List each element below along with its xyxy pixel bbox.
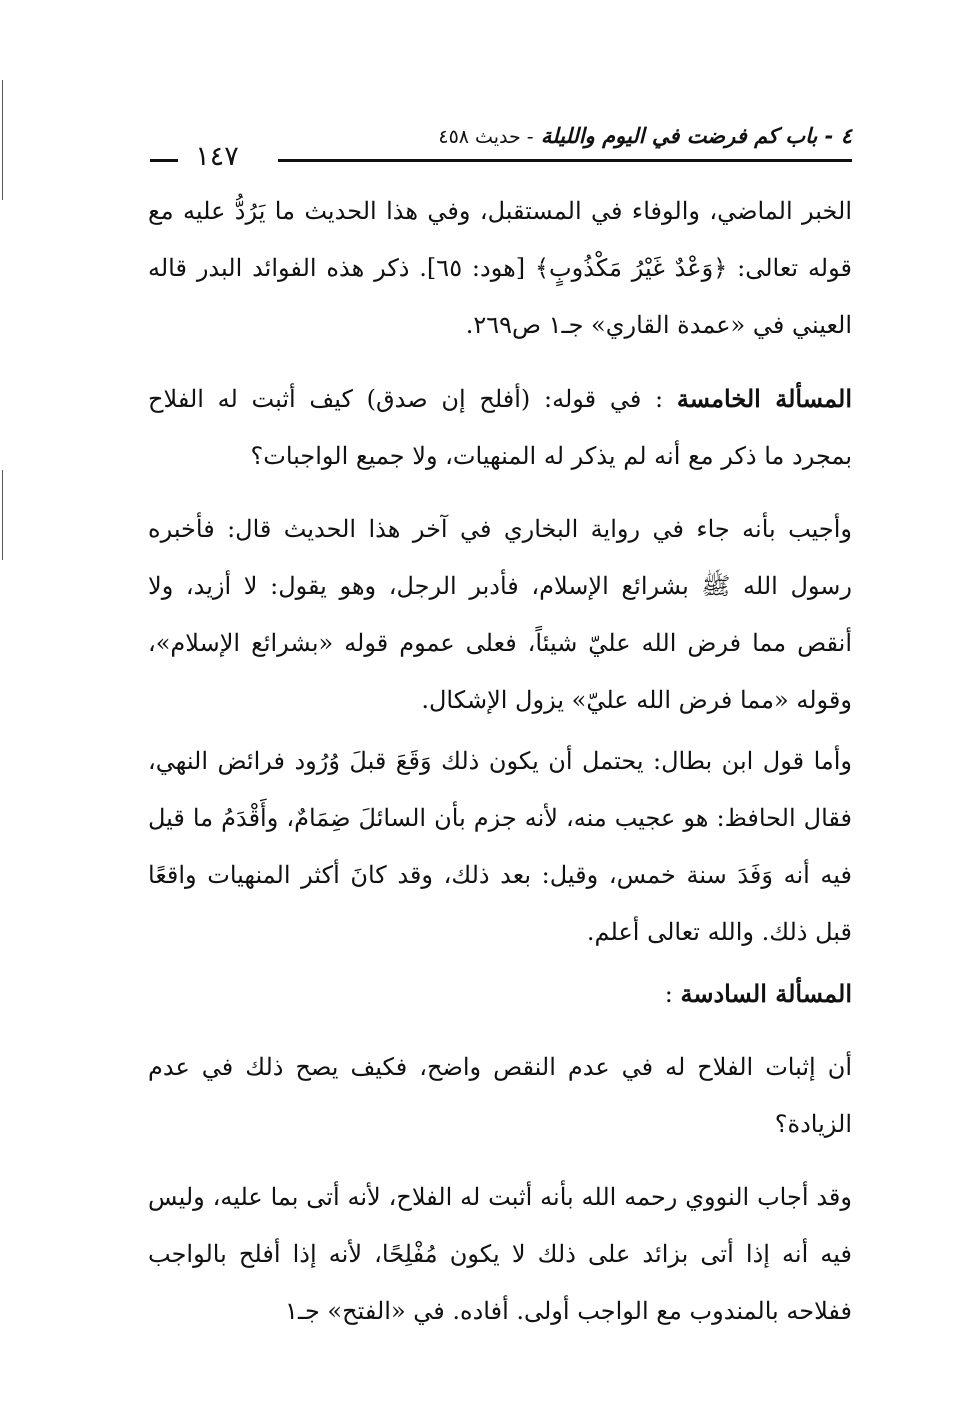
chapter-title <box>438 120 852 153</box>
page-number-dash <box>150 159 178 162</box>
paragraph-2 <box>148 370 852 485</box>
hadith-number: - حديث ٤٥٨ <box>438 126 534 148</box>
paragraph-4 <box>148 733 852 961</box>
paragraph-5 <box>148 965 852 1023</box>
section-label-fifth: المسألة الخامسة <box>676 384 852 413</box>
paragraph-text: وأجيب بأنه جاء في رواية البخاري في آخر هذا الحديث قال: فأخبره رسول الله ﷺ بشرائع الإسلام، فأدبر الرجل، وهو يقول: لا أزيد، ولا أنقص مما فرض الله عليّ شيئاً، فعلى عموم قوله «بشرائع الإسلام»، وقوله «مما فرض الله عليّ» يزول الإشكال. <box>148 515 852 714</box>
paragraph-7 <box>148 1169 852 1340</box>
header-rule <box>278 159 852 162</box>
paragraph-text: : <box>664 980 673 1008</box>
paragraph-text: وأما قول ابن بطال: يحتمل أن يكون ذلك وَقَعَ قبلَ وُرُود فرائض النهي، فقال الحافظ: هو عجيب منه، لأنه جزم بأن السائلَ ضِمَامٌ، وأَقْدَمُ ما قيل فيه أنه وَفَدَ سنة خمس، وقيل: بعد ذلك، وقد كانَ أكثر المنهيات واقعًا قبل ذلك. والله تعالى أعلم. <box>148 747 852 946</box>
running-header <box>150 120 852 180</box>
paragraph-text: وقد أجاب النووي رحمه الله بأنه أثبت له الفلاح، لأنه أتى بما عليه، وليس فيه أنه إذا أتى بزائد على ذلك لا يكون مُفْلِحًا، لأنه إذا أفلح بالواجب ففلاحه بالمندوب مع الواجب أولى. أفاده. في «الفتح» جـ١ <box>148 1183 852 1325</box>
chapter-title-text: ٤ - باب كم فرضت في اليوم والليلة <box>540 124 852 148</box>
section-label-sixth: المسألة السادسة <box>680 979 852 1008</box>
paragraph-1 <box>148 183 852 354</box>
paragraph-6 <box>148 1039 852 1153</box>
page-number: ١٤٧ <box>195 141 239 172</box>
paragraph-text: الخبر الماضي، والوفاء في المستقبل، وفي هذا الحديث ما يَرُدُّ عليه مع قوله تعالى: ﴿وَعْدٌ غَيْرُ مَكْذُوبٍ﴾ [هود: ٦٥]. ذكر هذه الفوائد البدر قاله العيني في «عمدة القاري» جـ١ ص٢٦٩. <box>148 197 852 339</box>
paragraph-3 <box>148 501 852 729</box>
paragraph-text: : في قوله: (أفلح إن صدق) كيف أثبت له الفلاح بمجرد ما ذكر مع أنه لم يذكر له المنهيات، ولا جميع الواجبات؟ <box>148 385 852 470</box>
body-text <box>148 183 852 1340</box>
paragraph-text: أن إثبات الفلاح له في عدم النقص واضح، فكيف يصح ذلك في عدم الزيادة؟ <box>148 1053 852 1138</box>
